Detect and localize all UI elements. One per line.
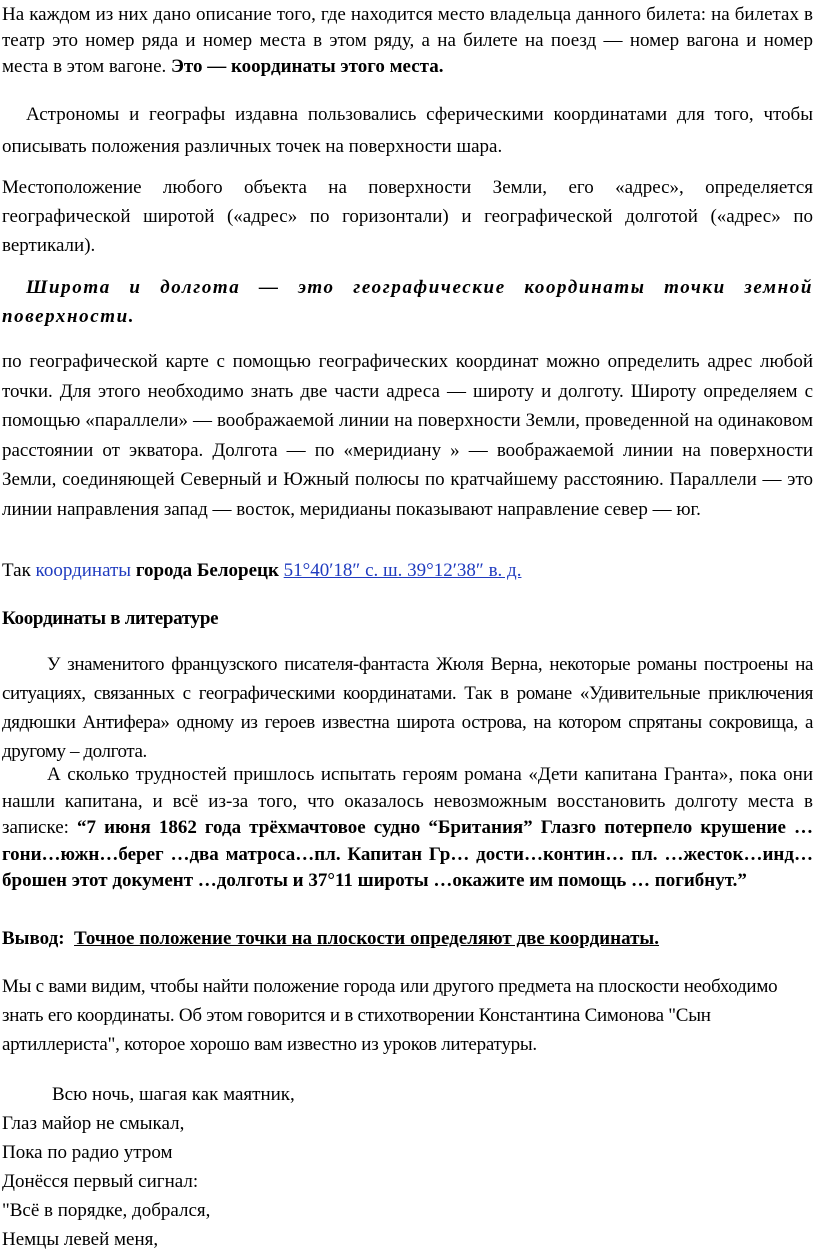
paragraph-map: по географической карте с помощью географических координат можно определить адрес любой точки. Для этого необходимо знать две части адреса — широту и долготу. Широту определяем с помощью «параллели» — воображаемой линии на поверхности Земли, проведенной на одинаковом расстоянии от экватора. Долгота — по «меридиану » — воображаемой линии на поверхности Земли, соединяющей Северный и Южный полюсы по кратчайшему расстоянию. Параллели — это линии направления запад — восток, меридианы показывают направление север — юг. — [2, 351, 813, 520]
poem-line: Глаз майор не смыкал, — [2, 1113, 185, 1134]
paragraph-conclusion — [2, 924, 813, 953]
paragraph-astronomers: Астрономы и географы издавна пользовались сферическими координатами для того, чтобы описывать положения различных точек на поверхности шара. — [2, 104, 813, 157]
paragraph-tickets-bold: Это — координаты этого места. — [171, 56, 444, 77]
city-coordinates-link[interactable]: 51°40′18″ с. ш. 39°12′38″ в. д. — [283, 560, 522, 581]
paragraph-captain-grant — [2, 762, 813, 895]
paragraph-simonov: Мы с вами видим, чтобы найти положение города или другого предмета на плоскости необходимо знать его координаты. Об этом говорится и в стихотворении Константина Симонова "Сын артиллериста", которое хорошо вам известно из уроков литературы. — [2, 976, 778, 1055]
poem-line: Всю ночь, шагая как маятник, — [52, 1084, 295, 1105]
poem-line: Донёсся первый сигнал: — [2, 1171, 199, 1192]
conclusion-label: Вывод: — [2, 928, 65, 949]
section-heading-literature: Координаты в литературе — [2, 608, 219, 629]
conclusion-text: Точное положение точки на плоскости определяют две координаты. — [74, 928, 660, 949]
paragraph-tickets — [2, 2, 813, 80]
city-prefix: Так — [2, 560, 36, 581]
poem-line: "Всё в порядке, добрался, — [2, 1200, 211, 1221]
poem-line: Немцы левей меня, — [2, 1229, 159, 1250]
paragraph-tickets-text: На каждом из них дано описание того, где находится место владельца данного билета: на билетах в театр это номер ряда и номер места в этом ряду, а на билете на поезд — номер вагона и номер места в этом вагоне. — [2, 4, 813, 77]
paragraph-jules-verne: У знаменитого французского писателя-фантаста Жюля Верна, некоторые романы построены на ситуациях, связанных с географическими координатами. Так в романе «Удивительные приключения дядюшки Антифера» одному из героев известна широта острова, на котором спрятаны сокровища, а другому – долгота. — [2, 654, 813, 762]
paragraph-definition: Широта и долгота — это географические координаты точки земной поверхности. — [2, 277, 813, 327]
captain-grant-text: А сколько трудностей пришлось испытать героям романа «Дети капитана Гранта», пока они нашли капитана, и всё из-за того, что оказалось невозможным восстановить долготу места в записке: — [2, 764, 813, 838]
poem-line: Пока по радио утром — [2, 1142, 173, 1163]
poem — [2, 1080, 702, 1254]
city-name: города Белорецк — [131, 560, 284, 581]
paragraph-city-coordinates — [2, 556, 813, 585]
captain-grant-note: “7 июня 1862 года трёхмачтовое судно “Британия” Глазго потерпело крушение …гони…южн…берег …два матроса…пл. Капитан Гр… дости…контин… пл. …жесток…инд…брошен этот документ …долготы и 37°11 широты …окажите им помощь … погибнут.” — [2, 817, 813, 891]
paragraph-location: Местоположение любого объекта на поверхности Земли, его «адрес», определяется географической широтой («адрес» по горизонтали) и географической долготой («адрес» по вертикали). — [2, 177, 813, 256]
coordinates-link[interactable]: координаты — [35, 560, 132, 581]
